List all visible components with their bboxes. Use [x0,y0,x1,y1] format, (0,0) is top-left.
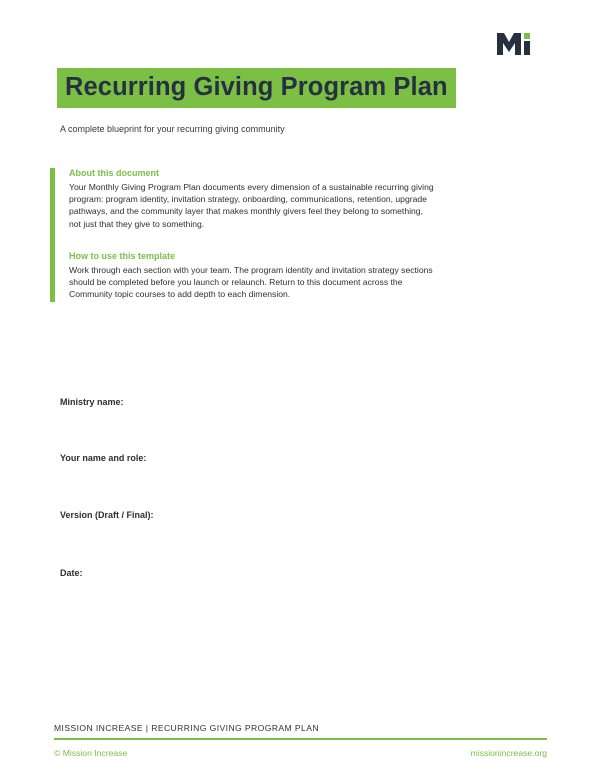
logo-i-stem [524,41,530,55]
name-role-label: Your name and role: [60,453,147,463]
version-label: Version (Draft / Final): [60,510,154,520]
title-banner [57,68,456,108]
mission-increase-logo [497,33,537,55]
page-subtitle: A complete blueprint for your recurring giving community [60,124,285,134]
how-to-paragraph [69,264,509,301]
ministry-name-label: Ministry name: [60,397,124,407]
callout-accent-bar [50,168,55,302]
how-to-line: Work through each section with your team. The program identity and invitation strategy sections [69,265,433,275]
how-to-line: should be completed before you launch or relaunch. Return to this document across the [69,277,403,288]
footer-url: missionincrease.org [470,748,547,758]
how-to-heading: How to use this template [69,251,176,261]
logo-i-dot [524,33,530,39]
footer-title: MISSION INCREASE | RECURRING GIVING PROGRAM PLAN [54,723,319,733]
about-line: pathways, and the community layer that makes monthly givers feel they belong to something, [69,206,423,217]
page-title: Recurring Giving Program Plan [65,73,448,101]
footer-copyright: © Mission Increase [54,748,128,758]
footer-divider [54,738,547,740]
about-heading: About this document [69,168,159,178]
logo-m-shape [497,33,521,55]
about-line: program: program identity, invitation strategy, onboarding, communications, retention, upgrade [69,194,427,205]
how-to-line: Community topic courses to add depth to each dimension. [69,289,291,300]
about-line: Your Monthly Giving Program Plan documents every dimension of a sustainable recurring giving [69,182,434,192]
date-label: Date: [60,568,83,578]
about-paragraph [69,181,509,230]
about-line: not just that they give to something. [69,218,205,229]
